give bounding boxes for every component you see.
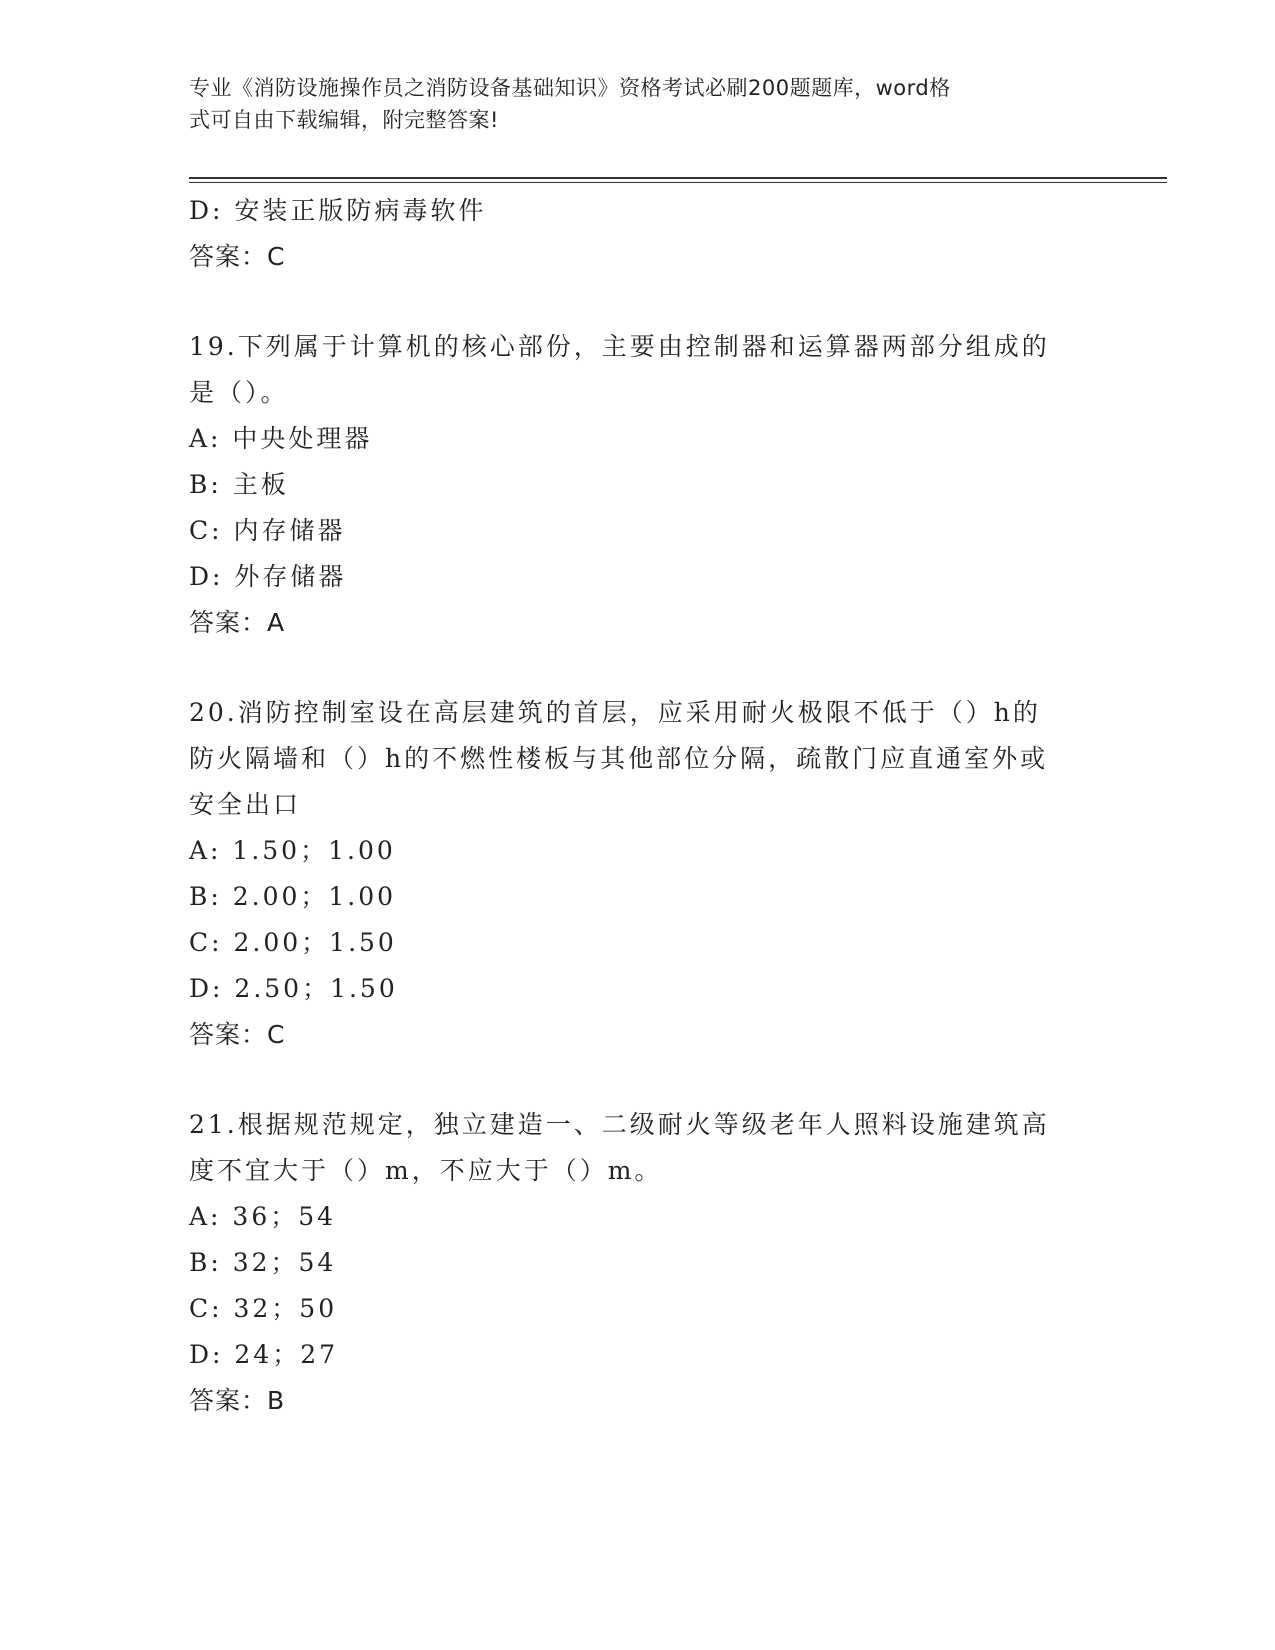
question-20 (189, 690, 1089, 1058)
option-a: A: 中央处理器 (189, 424, 373, 453)
question-stem: 21.根据规范规定，独立建造一、二级耐火等级老年人照料设施建筑高 (189, 1110, 1050, 1139)
answer-line: 答案：B (189, 1386, 286, 1415)
question-18-fragment (189, 188, 1089, 280)
option-d: D: 24；27 (189, 1340, 339, 1369)
header-divider-thin (189, 182, 1167, 183)
question-stem: 度不宜大于（）m，不应大于（）m。 (189, 1156, 663, 1185)
question-19 (189, 324, 1089, 646)
document-header (189, 72, 1069, 136)
question-stem: 防火隔墙和（）h的不燃性楼板与其他部位分隔，疏散门应直通室外或 (189, 744, 1049, 773)
question-stem: 安全出口 (189, 790, 302, 819)
option-a: A: 1.50；1.00 (189, 836, 396, 865)
question-stem: 20.消防控制室设在高层建筑的首层，应采用耐火极限不低于（）h的 (189, 698, 1041, 727)
option-d: D: 外存储器 (189, 562, 347, 591)
option-c: C: 32；50 (189, 1294, 338, 1323)
option-c: C: 2.00；1.50 (189, 928, 397, 957)
option-c: C: 内存储器 (189, 516, 346, 545)
option-b: B: 32；54 (189, 1248, 337, 1277)
question-21 (189, 1102, 1089, 1424)
header-title-line-2: 式可自由下载编辑，附完整答案! (189, 108, 499, 132)
option-b: B: 主板 (189, 470, 289, 499)
header-title-line-1: 专业《消防设施操作员之消防设备基础知识》资格考试必刷200题题库，word格 (189, 76, 951, 100)
answer-line: 答案：C (189, 242, 286, 271)
answer-line: 答案：A (189, 608, 286, 637)
option-b: B: 2.00；1.00 (189, 882, 397, 911)
option-a: A: 36；54 (189, 1202, 337, 1231)
question-stem: 是（）。 (189, 378, 289, 407)
option-d: D: 2.50；1.50 (189, 974, 398, 1003)
question-stem: 19.下列属于计算机的核心部份，主要由控制器和运算器两部分组成的 (189, 332, 1050, 361)
question-list (189, 188, 1089, 1424)
option-d: D: 安装正版防病毒软件 (189, 196, 487, 225)
header-divider-thick (189, 177, 1167, 179)
answer-line: 答案：C (189, 1020, 286, 1049)
